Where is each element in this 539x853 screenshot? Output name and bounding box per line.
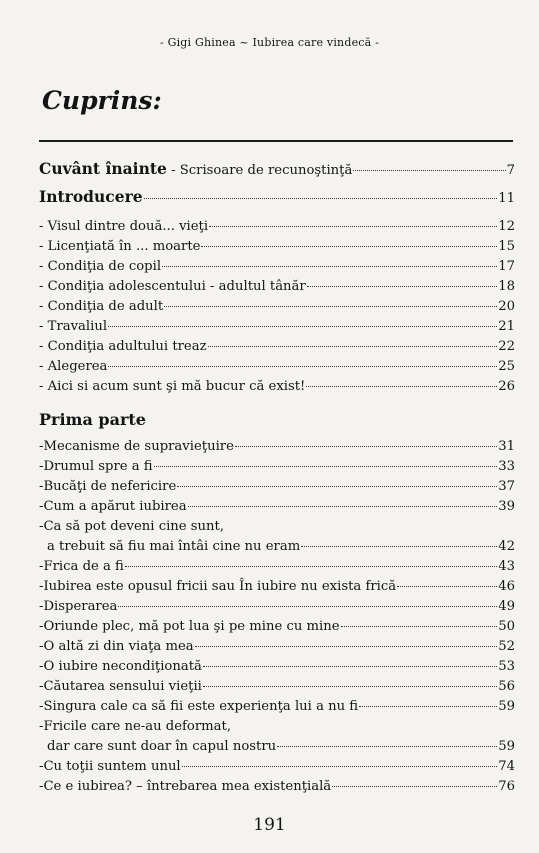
entry-title: -Oriunde plec, mă pot lua şi pe mine cu mine bbox=[39, 619, 340, 634]
dot-leader bbox=[164, 306, 497, 307]
toc-entry bbox=[39, 637, 515, 657]
dot-leader bbox=[125, 566, 497, 567]
entry-page: 18 bbox=[498, 279, 515, 294]
entry-page: 59 bbox=[498, 739, 515, 754]
entry-page: 76 bbox=[498, 779, 515, 794]
entry-page: 43 bbox=[498, 559, 515, 574]
entry-title: - Visul dintre două... vieţi bbox=[39, 219, 209, 234]
toc-entry bbox=[39, 577, 515, 597]
entry-page: 39 bbox=[498, 499, 515, 514]
dot-leader bbox=[108, 366, 497, 367]
dot-leader bbox=[201, 246, 497, 247]
entry-title: - Licenţiată în ... moarte bbox=[39, 239, 201, 254]
toc-entry-major bbox=[39, 183, 515, 211]
entry-title: - Aici si acum sunt şi mă bucur că exist! bbox=[39, 379, 306, 394]
entry-page: 74 bbox=[498, 759, 515, 774]
entry-title-first-line: -Ca să pot deveni cine sunt, bbox=[39, 519, 225, 534]
dot-leader bbox=[301, 546, 497, 547]
entry-title: -Cu toţii suntem unul bbox=[39, 759, 181, 774]
dot-leader bbox=[188, 506, 498, 507]
entry-title: -Frica de a fi bbox=[39, 559, 124, 574]
dot-leader bbox=[108, 326, 497, 327]
entry-title: -Mecanisme de supravieţuire bbox=[39, 439, 234, 454]
toc-entry bbox=[39, 437, 515, 457]
dot-leader bbox=[162, 266, 497, 267]
toc-entry bbox=[39, 337, 515, 357]
entry-page: 25 bbox=[498, 359, 515, 374]
entry-title bbox=[39, 155, 352, 185]
dot-leader bbox=[235, 446, 497, 447]
entry-title: -Ce e iubirea? – întrebarea mea existenţială bbox=[39, 779, 332, 794]
page-number: 191 bbox=[253, 815, 286, 835]
dot-leader bbox=[209, 226, 497, 227]
toc-entry bbox=[39, 457, 515, 477]
entry-subtitle: - Scrisoare de recunoştinţă bbox=[166, 163, 353, 178]
entry-page: 20 bbox=[498, 299, 515, 314]
title-rule bbox=[39, 140, 513, 142]
dot-leader bbox=[118, 606, 497, 607]
dot-leader bbox=[277, 746, 497, 747]
dot-leader bbox=[353, 170, 505, 171]
entry-title: -O iubire necondiţionată bbox=[39, 659, 202, 674]
table-of-contents bbox=[39, 155, 515, 797]
toc-entry bbox=[39, 597, 515, 617]
entry-title: - Condiţia adolescentului - adultul tânăr bbox=[39, 279, 306, 294]
toc-entry bbox=[39, 537, 515, 557]
toc-entry bbox=[39, 617, 515, 637]
toc-entry bbox=[39, 497, 515, 517]
toc-entry bbox=[39, 677, 515, 697]
toc-entry bbox=[39, 297, 515, 317]
dot-leader bbox=[154, 466, 498, 467]
entry-bold-title: Cuvânt înainte bbox=[39, 159, 167, 178]
entry-page: 52 bbox=[498, 639, 515, 654]
entry-title: - Condiţia de copil bbox=[39, 259, 162, 274]
toc-entry bbox=[39, 737, 515, 757]
entry-title-first-line: -Fricile care ne-au deformat, bbox=[39, 719, 232, 734]
toc-entry bbox=[39, 557, 515, 577]
entry-title: -Drumul spre a fi bbox=[39, 459, 153, 474]
toc-entry bbox=[39, 377, 515, 397]
toc-entry bbox=[39, 217, 515, 237]
section-heading: Prima parte bbox=[39, 410, 146, 429]
dot-leader bbox=[306, 386, 497, 387]
entry-page: 15 bbox=[498, 239, 515, 254]
dot-leader bbox=[203, 666, 497, 667]
toc-entry bbox=[39, 477, 515, 497]
entry-page: 37 bbox=[498, 479, 515, 494]
entry-page: 50 bbox=[498, 619, 515, 634]
entry-page: 11 bbox=[498, 191, 515, 206]
toc-entry-major bbox=[39, 155, 515, 183]
entry-title: - Condiţia de adult bbox=[39, 299, 164, 314]
toc-entry bbox=[39, 697, 515, 717]
entry-title: -Cum a apărut iubirea bbox=[39, 499, 187, 514]
entry-page: 31 bbox=[498, 439, 515, 454]
toc-entry bbox=[39, 757, 515, 777]
entry-page: 22 bbox=[498, 339, 515, 354]
dot-leader bbox=[182, 766, 498, 767]
toc-title: Cuprins: bbox=[42, 86, 162, 115]
entry-page: 17 bbox=[498, 259, 515, 274]
entry-title: -Bucăţi de nefericire bbox=[39, 479, 177, 494]
entry-page: 49 bbox=[498, 599, 515, 614]
toc-entry bbox=[39, 357, 515, 377]
dot-leader bbox=[307, 286, 498, 287]
dot-leader bbox=[359, 706, 497, 707]
entry-page: 42 bbox=[498, 539, 515, 554]
entry-title: dar care sunt doar în capul nostru bbox=[47, 739, 277, 754]
entry-bold-title: Introducere bbox=[39, 187, 143, 206]
entry-page: 59 bbox=[498, 699, 515, 714]
toc-entry bbox=[39, 277, 515, 297]
entry-page: 21 bbox=[498, 319, 515, 334]
entry-title: - Travaliul bbox=[39, 319, 108, 334]
dot-leader bbox=[341, 626, 498, 627]
entry-title bbox=[39, 183, 143, 213]
entry-page: 7 bbox=[506, 163, 515, 178]
entry-title: -O altă zi din viaţa mea bbox=[39, 639, 194, 654]
dot-leader bbox=[144, 198, 498, 199]
entry-title: - Condiţia adultului treaz bbox=[39, 339, 207, 354]
dot-leader bbox=[208, 346, 498, 347]
entry-page: 26 bbox=[498, 379, 515, 394]
entry-title: -Iubirea este opusul fricii sau În iubire nu exista frică bbox=[39, 579, 397, 594]
toc-entry bbox=[39, 257, 515, 277]
entry-title: -Căutarea sensului vieţii bbox=[39, 679, 202, 694]
entry-page: 46 bbox=[498, 579, 515, 594]
toc-entry bbox=[39, 777, 515, 797]
dot-leader bbox=[203, 686, 497, 687]
dot-leader bbox=[332, 786, 497, 787]
dot-leader bbox=[195, 646, 498, 647]
entry-title: -Singura cale ca să fii este experienţa lui a nu fi bbox=[39, 699, 359, 714]
entry-page: 56 bbox=[498, 679, 515, 694]
entry-page: 12 bbox=[498, 219, 515, 234]
entry-page: 33 bbox=[498, 459, 515, 474]
entry-title: - Alegerea bbox=[39, 359, 108, 374]
dot-leader bbox=[177, 486, 497, 487]
toc-entry bbox=[39, 237, 515, 257]
toc-entry bbox=[39, 317, 515, 337]
dot-leader bbox=[397, 586, 497, 587]
entry-page: 53 bbox=[498, 659, 515, 674]
toc-entry bbox=[39, 657, 515, 677]
running-header: - Gigi Ghinea ~ Iubirea care vindecă - bbox=[159, 36, 380, 49]
entry-title: a trebuit să fiu mai întâi cine nu eram bbox=[47, 539, 301, 554]
entry-title: -Disperarea bbox=[39, 599, 118, 614]
